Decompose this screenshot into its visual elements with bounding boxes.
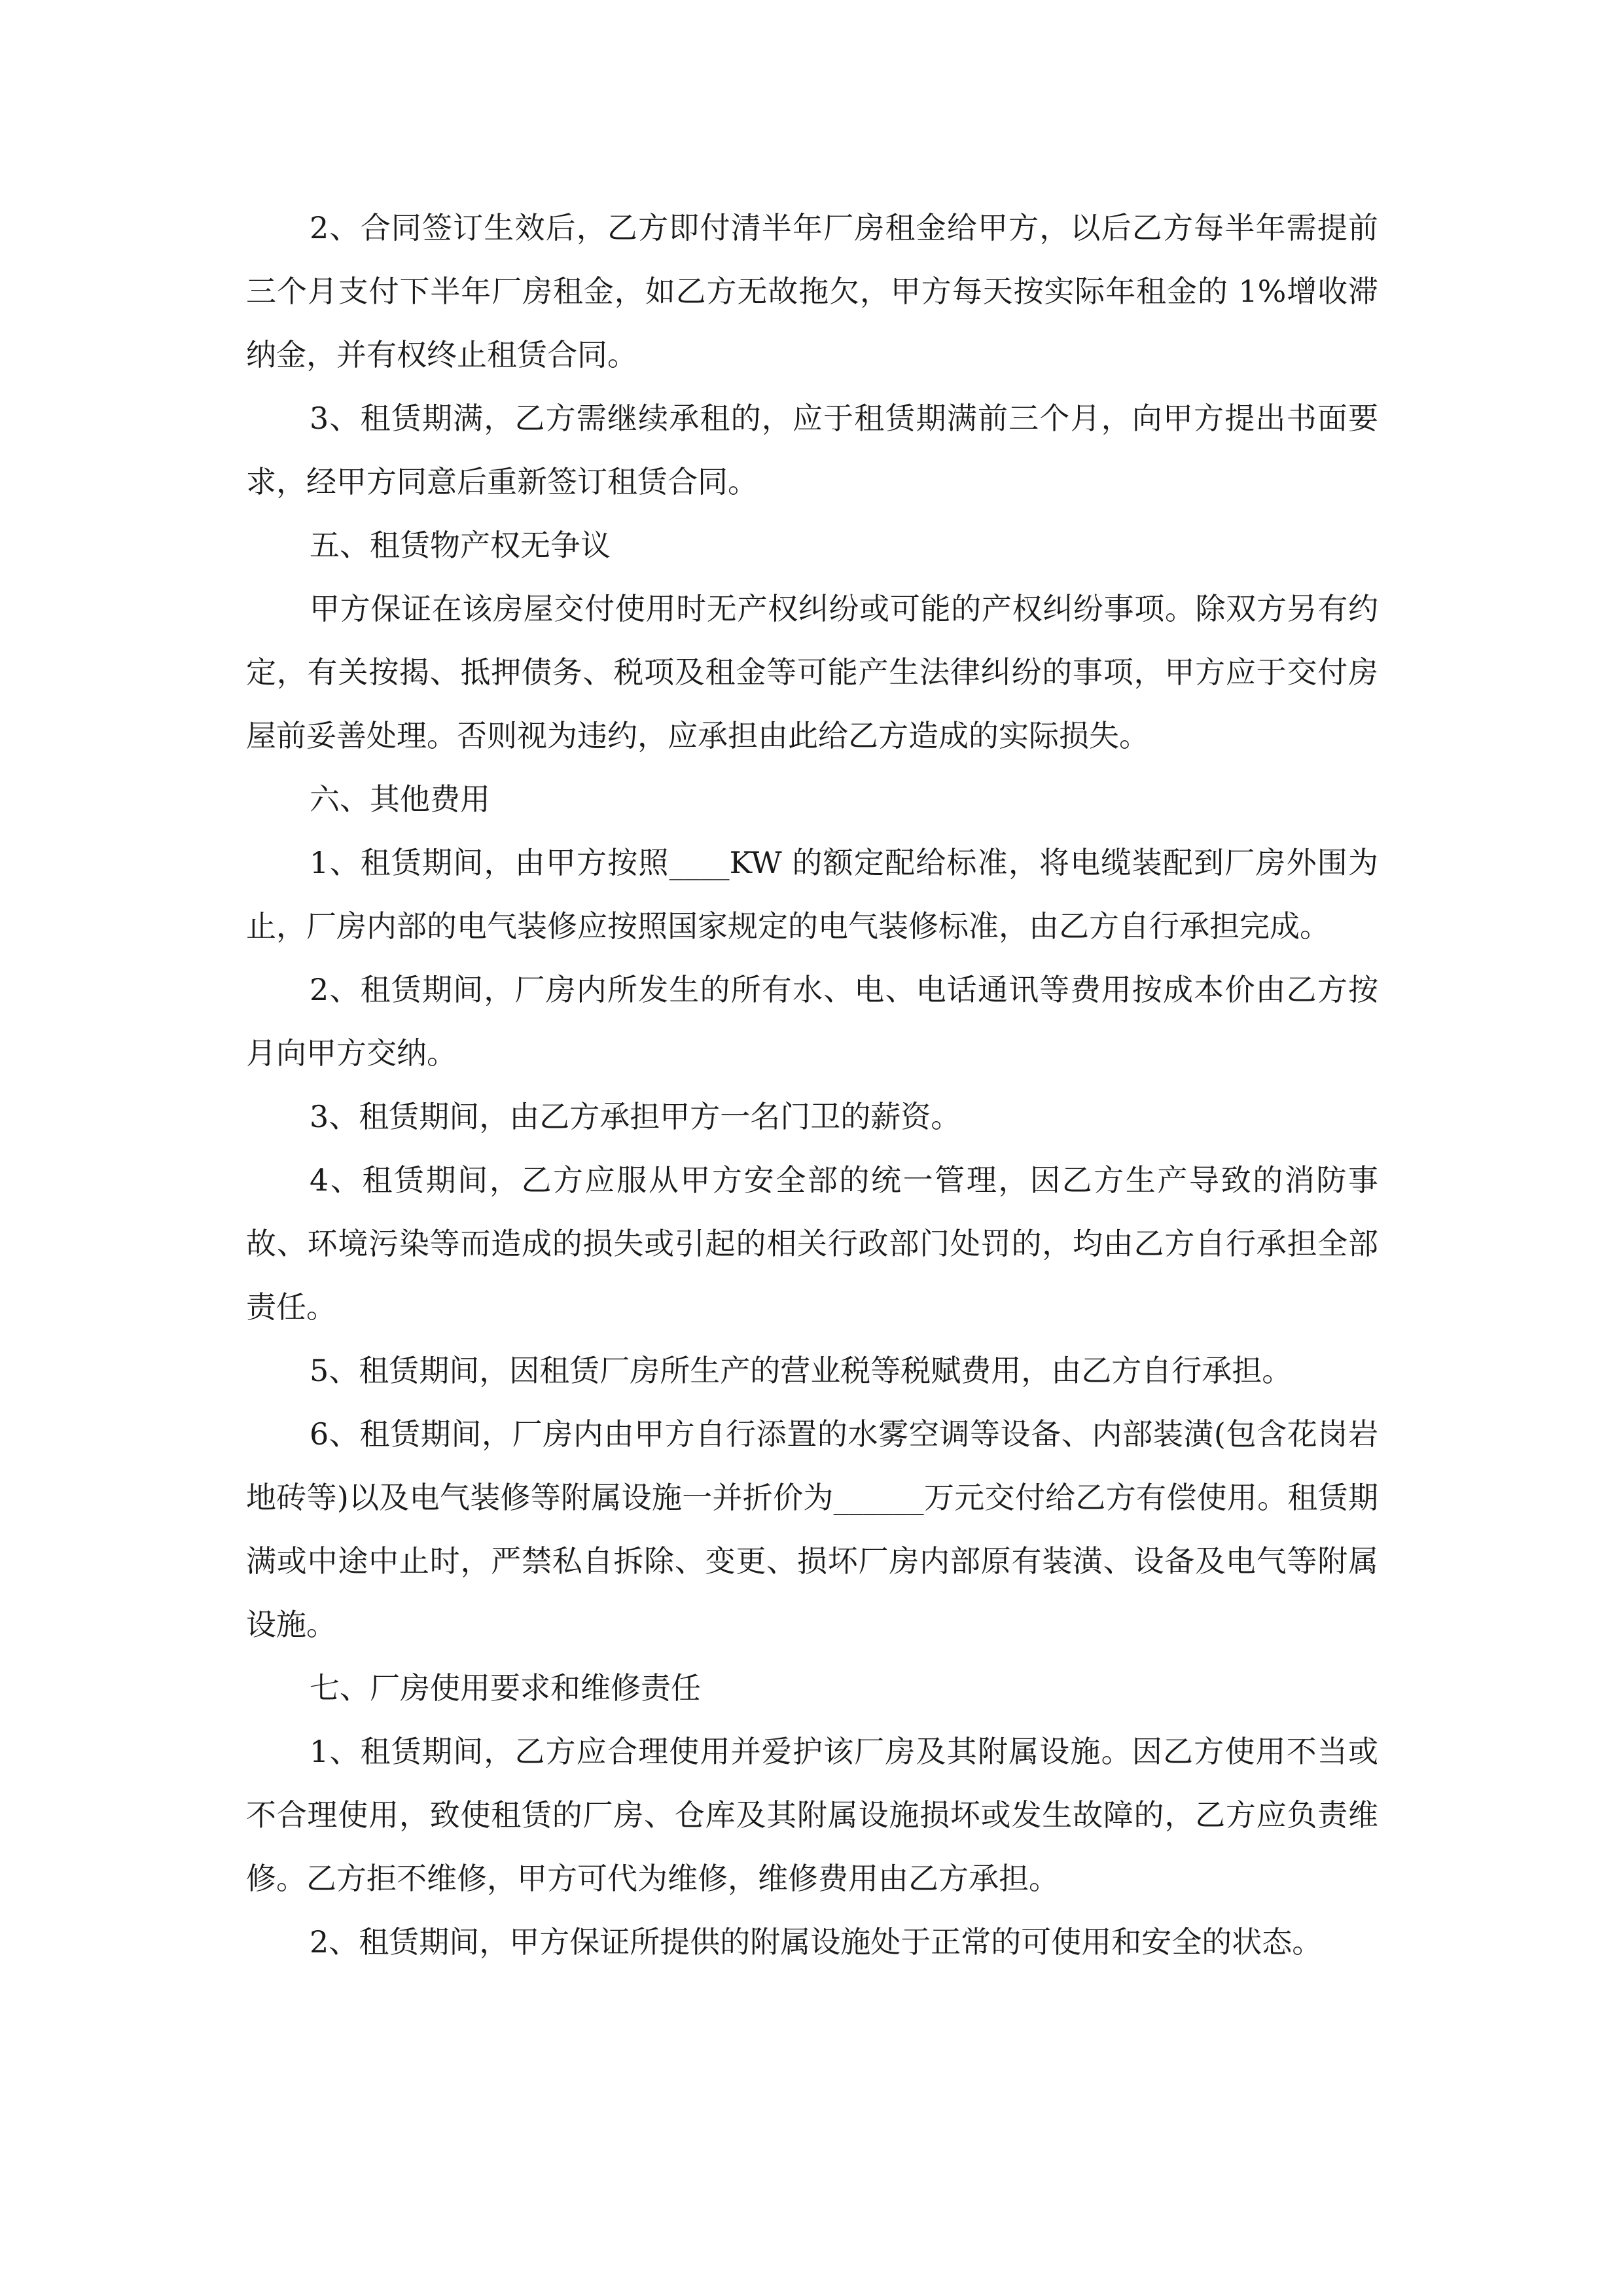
clause-6-1-paragraph: 1、租赁期间，由甲方按照____KW 的额定配给标准，将电缆装配到厂房外围为止，厂房内部的电气装修应按照国家规定的电气装修标准，由乙方自行承担完成。 (246, 845, 1378, 944)
clause-6-4-paragraph: 4、租赁期间，乙方应服从甲方安全部的统一管理，因乙方生产导致的消防事故、环境污染等而造成的损失或引起的相关行政部门处罚的，均由乙方自行承担全部责任。 (246, 1162, 1378, 1325)
section-5-heading: 五、租赁物产权无争议 (310, 528, 611, 563)
clause-4-3-paragraph: 3、租赁期满，乙方需继续承租的，应于租赁期满前三个月，向甲方提出书面要求，经甲方同意后重新签订租赁合同。 (246, 401, 1378, 499)
clause-6-5-paragraph: 5、租赁期间，因租赁厂房所生产的营业税等税赋费用，由乙方自行承担。 (310, 1353, 1293, 1388)
section-5-paragraph: 甲方保证在该房屋交付使用时无产权纠纷或可能的产权纠纷事项。除双方另有约定，有关按揭、抵押债务、税项及租金等可能产生法律纠纷的事项，甲方应于交付房屋前妥善处理。否则视为违约，应承担由此给乙方造成的实际损失。 (246, 591, 1378, 753)
clause-7-1-paragraph: 1、租赁期间，乙方应合理使用并爱护该厂房及其附属设施。因乙方使用不当或不合理使用，致使租赁的厂房、仓库及其附属设施损坏或发生故障的，乙方应负责维修。乙方拒不维修，甲方可代为维修，维修费用由乙方承担。 (246, 1734, 1378, 1896)
section-7-heading: 七、厂房使用要求和维修责任 (310, 1670, 701, 1706)
section-6-heading: 六、其他费用 (310, 781, 490, 817)
clause-6-2-paragraph: 2、租赁期间，厂房内所发生的所有水、电、电话通讯等费用按成本价由乙方按月向甲方交纳。 (246, 972, 1378, 1071)
clause-6-3-paragraph: 3、租赁期间，由乙方承担甲方一名门卫的薪资。 (310, 1099, 961, 1134)
clause-6-6-paragraph: 6、租赁期间，厂房内由甲方自行添置的水雾空调等设备、内部装潢(包含花岗岩地砖等)以及电气装修等附属设施一并折价为______万元交付给乙方有偿使用。租赁期满或中途中止时，严禁私自拆除、变更、损坏厂房内部原有装潢、设备及电气等附属设施。 (246, 1416, 1378, 1642)
clause-7-2-paragraph: 2、租赁期间，甲方保证所提供的附属设施处于正常的可使用和安全的状态。 (310, 1924, 1323, 1960)
clause-4-2-paragraph: 2、合同签订生效后，乙方即付清半年厂房租金给甲方，以后乙方每半年需提前三个月支付下半年厂房租金，如乙方无故拖欠，甲方每天按实际年租金的 1%增收滞纳金，并有权终止租赁合同。 (246, 210, 1378, 372)
document-body (246, 196, 1378, 1974)
